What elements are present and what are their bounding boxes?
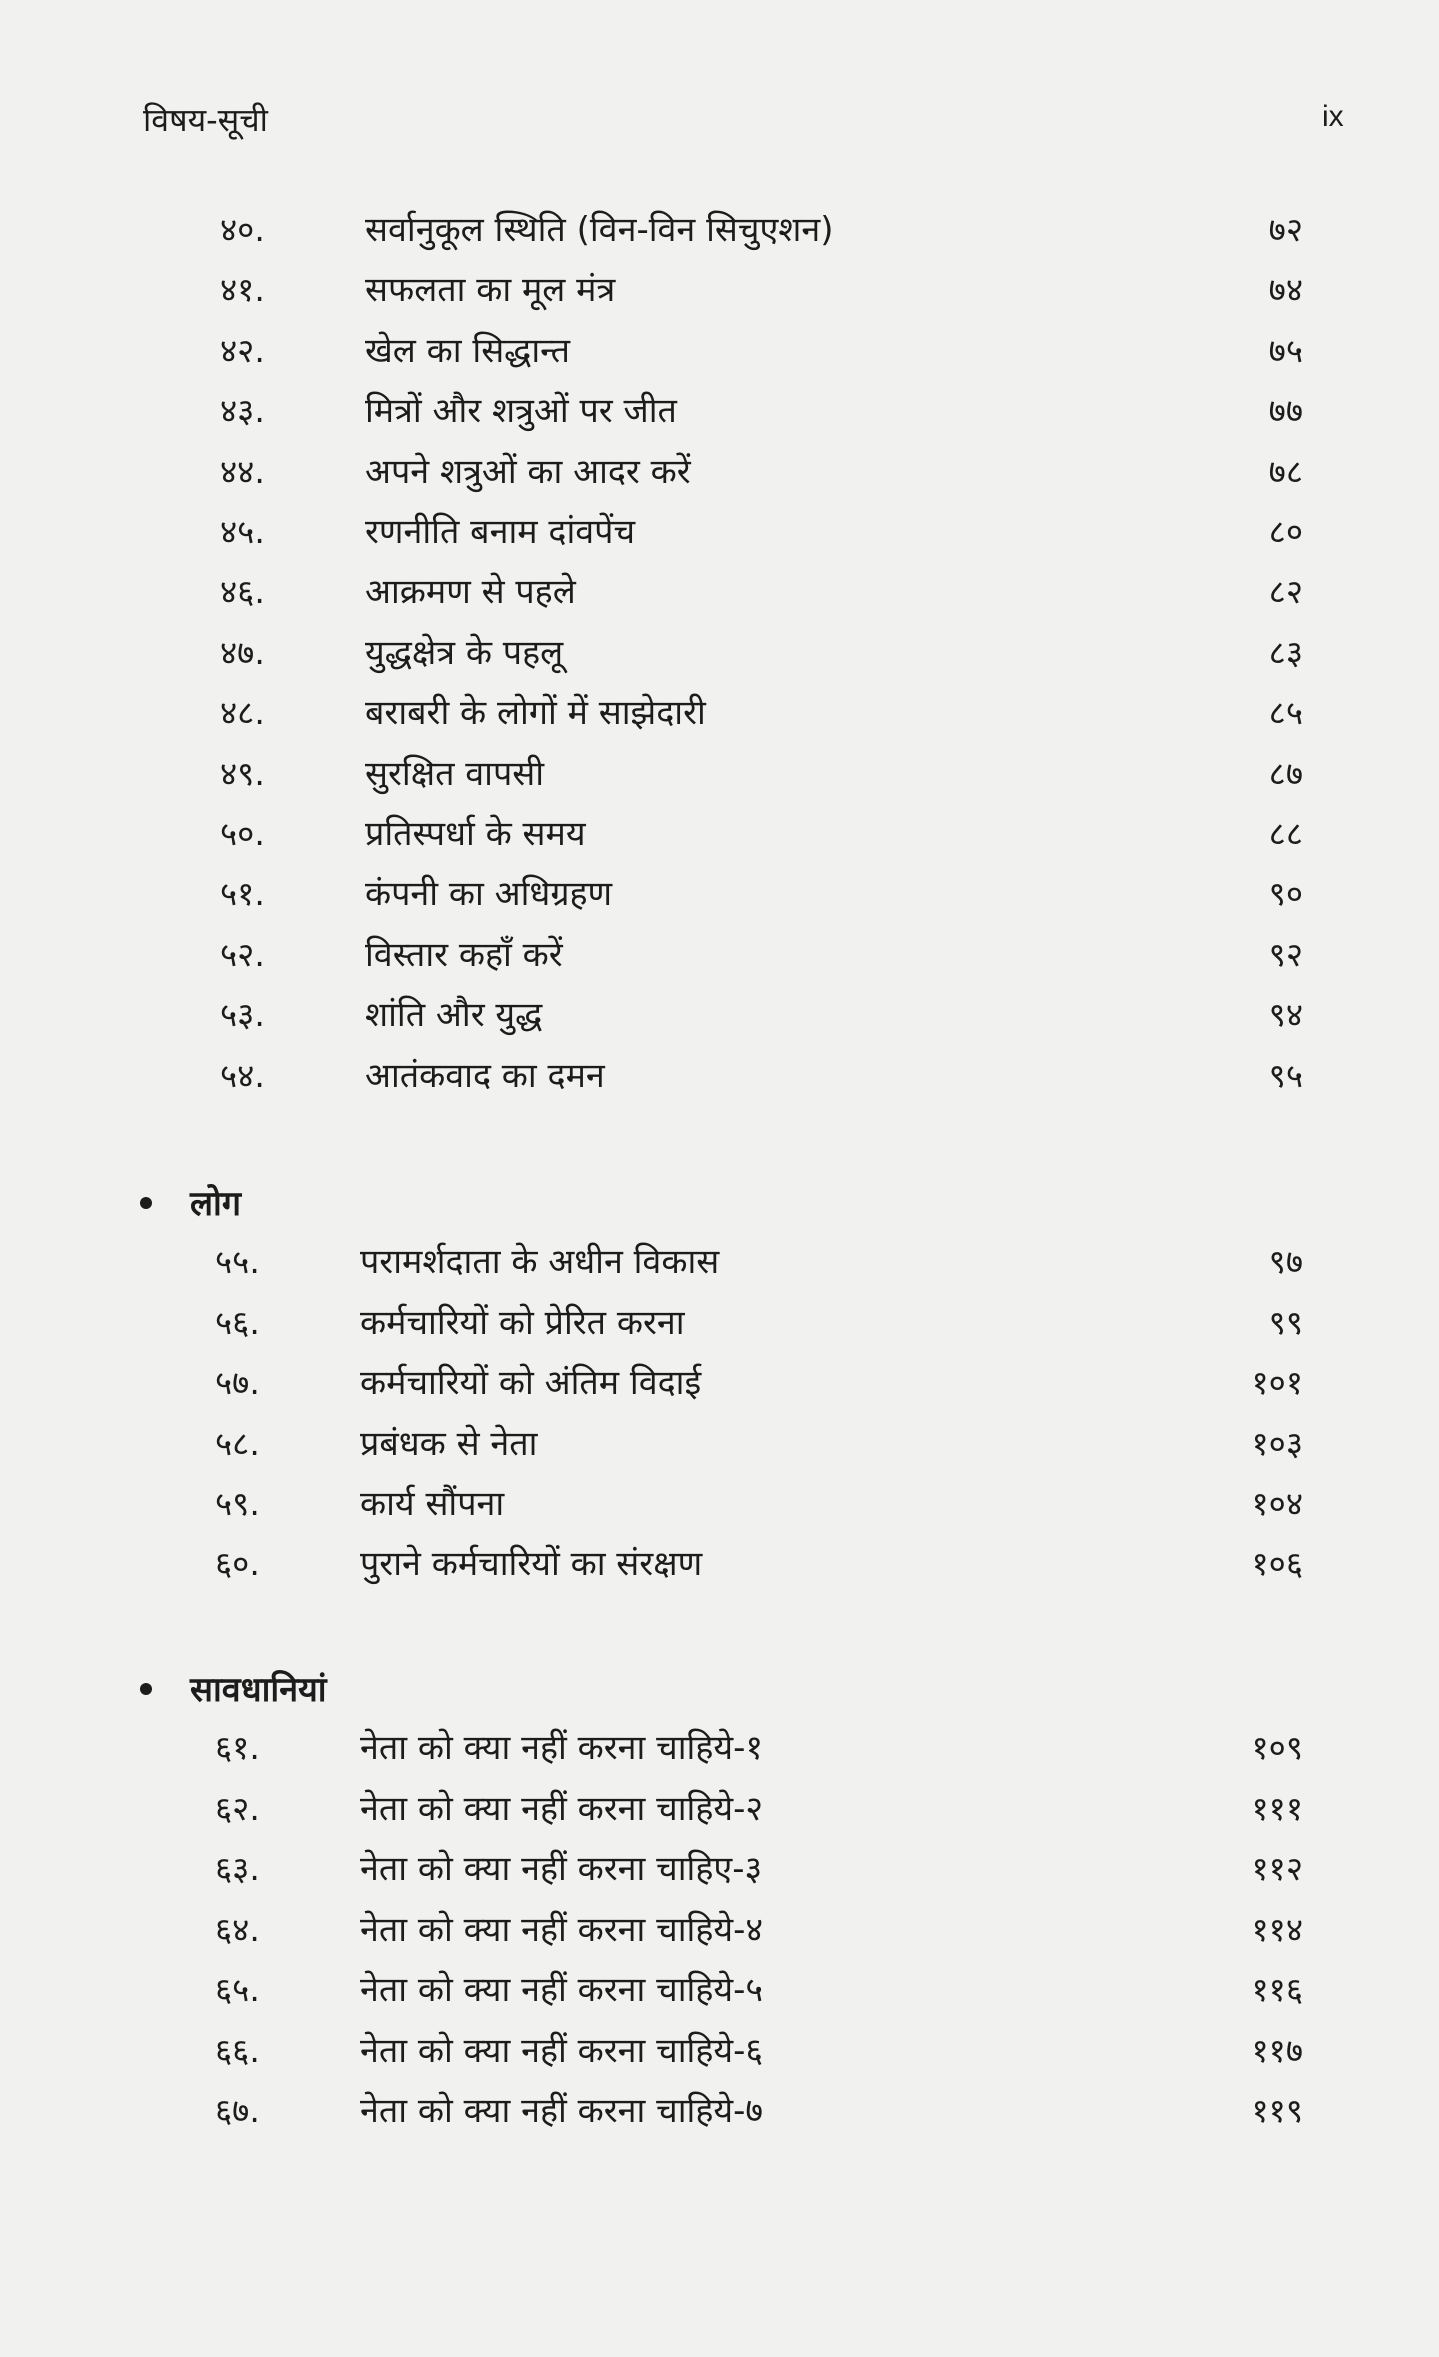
entry-number: ४८. — [220, 693, 265, 732]
entry-page: ८० — [1268, 512, 1303, 551]
entry-title: नेता को क्या नहीं करना चाहिये-५ — [360, 1970, 764, 2010]
entry-title: युद्धक्षेत्र के पहलू — [365, 633, 564, 673]
entry-number: ४१. — [220, 270, 265, 309]
entry-number: ४५. — [220, 512, 265, 551]
entry-page: ९५ — [1268, 1056, 1303, 1095]
entry-number: ४०. — [220, 210, 265, 249]
entry-page: ८३ — [1268, 633, 1303, 672]
entry-page: ११६ — [1251, 1970, 1303, 2009]
entry-number: ४३. — [220, 391, 265, 430]
entry-page: ७२ — [1268, 210, 1303, 249]
toc-entry — [0, 1783, 1439, 1835]
entry-number: ६६. — [215, 2031, 260, 2070]
toc-entry — [0, 1236, 1439, 1288]
entry-title: कंपनी का अधिग्रहण — [365, 874, 613, 914]
entry-number: ५७. — [215, 1363, 260, 1402]
entry-page: १११ — [1251, 1789, 1303, 1828]
entry-page: ११२ — [1251, 1849, 1303, 1888]
toc-entry — [0, 2025, 1439, 2077]
entry-number: ५४. — [220, 1056, 265, 1095]
entry-title: सफलता का मूल मंत्र — [365, 270, 616, 310]
toc-entry — [0, 748, 1439, 800]
toc-entry — [0, 446, 1439, 498]
entry-number: ५३. — [220, 995, 265, 1034]
entry-page: ९० — [1268, 874, 1303, 913]
entry-title: नेता को क्या नहीं करना चाहिए-३ — [360, 1849, 763, 1889]
section-heading — [140, 1178, 241, 1230]
entry-title: कार्य सौंपना — [360, 1484, 505, 1524]
toc-entry — [0, 1297, 1439, 1349]
entry-number: ४२. — [220, 331, 265, 370]
entry-page: १०६ — [1251, 1544, 1303, 1583]
entry-number: ५८. — [215, 1424, 260, 1463]
entry-title: मित्रों और शत्रुओं पर जीत — [365, 391, 677, 431]
toc-entry — [0, 989, 1439, 1041]
toc-entry — [0, 929, 1439, 981]
entry-number: ५६. — [215, 1303, 260, 1342]
entry-number: ४६. — [220, 572, 265, 611]
entry-page: ८५ — [1268, 693, 1303, 732]
entry-title: नेता को क्या नहीं करना चाहिये-१ — [360, 1728, 764, 1768]
toc-entry — [0, 325, 1439, 377]
toc-entry — [0, 627, 1439, 679]
entry-title: सर्वानुकूल स्थिति (विन-विन सिचुएशन) — [365, 210, 834, 250]
entry-number: ६०. — [215, 1544, 260, 1583]
toc-entry — [0, 506, 1439, 558]
entry-title: पुराने कर्मचारियों का संरक्षण — [360, 1544, 703, 1584]
entry-title: कर्मचारियों को अंतिम विदाई — [360, 1363, 702, 1403]
toc-entry — [0, 1722, 1439, 1774]
entry-title: परामर्शदाता के अधीन विकास — [360, 1242, 720, 1282]
entry-number: ५५. — [215, 1242, 260, 1281]
entry-number: ४७. — [220, 633, 265, 672]
bullet-icon — [140, 1683, 152, 1695]
entry-title: नेता को क्या नहीं करना चाहिये-७ — [360, 2091, 764, 2131]
entry-page: १०३ — [1251, 1424, 1303, 1463]
toc-entry — [0, 566, 1439, 618]
entry-number: ४४. — [220, 452, 265, 491]
entry-title: नेता को क्या नहीं करना चाहिये-२ — [360, 1789, 764, 1829]
entry-page: ८८ — [1268, 814, 1303, 853]
entry-number: ६४. — [215, 1910, 260, 1949]
entry-title: प्रतिस्पर्धा के समय — [365, 814, 586, 854]
entry-title: आक्रमण से पहले — [365, 572, 576, 612]
page-title: विषय-सूची — [143, 101, 268, 139]
toc-entry — [0, 1964, 1439, 2016]
toc-entry — [0, 1357, 1439, 1409]
entry-number: ५२. — [220, 935, 265, 974]
entry-page: ११९ — [1251, 2091, 1303, 2130]
toc-entry — [0, 2085, 1439, 2137]
entry-title: रणनीति बनाम दांवपेंच — [365, 512, 636, 552]
entry-number: ६७. — [215, 2091, 260, 2130]
section-heading-label: सावधानियां — [190, 1670, 327, 1710]
entry-number: ५१. — [220, 874, 265, 913]
entry-page: ९९ — [1268, 1303, 1303, 1342]
entry-title: बराबरी के लोगों में साझेदारी — [365, 693, 706, 733]
entry-page: ११४ — [1251, 1910, 1303, 1949]
entry-page: ९२ — [1268, 935, 1303, 974]
toc-entry — [0, 1418, 1439, 1470]
entry-number: ६३. — [215, 1849, 260, 1888]
entry-title: नेता को क्या नहीं करना चाहिये-६ — [360, 2031, 764, 2071]
entry-number: ६१. — [215, 1728, 260, 1767]
toc-entry — [0, 808, 1439, 860]
entry-page: १०९ — [1251, 1728, 1303, 1767]
toc-entry — [0, 385, 1439, 437]
entry-page: ८२ — [1268, 572, 1303, 611]
toc-entry — [0, 1538, 1439, 1590]
entry-number: ६२. — [215, 1789, 260, 1828]
toc-entry — [0, 868, 1439, 920]
entry-page: १०४ — [1251, 1484, 1303, 1523]
toc-entry — [0, 687, 1439, 739]
toc-entry — [0, 1050, 1439, 1102]
toc-entry — [0, 1904, 1439, 1956]
toc-entry — [0, 264, 1439, 316]
entry-title: अपने शत्रुओं का आदर करें — [365, 452, 691, 492]
entry-page: ७८ — [1268, 452, 1303, 491]
entry-title: शांति और युद्ध — [365, 995, 543, 1035]
entry-page: ७७ — [1268, 391, 1303, 430]
toc-entry — [0, 1478, 1439, 1530]
toc-entry — [0, 204, 1439, 256]
page-number: ix — [1322, 100, 1344, 133]
section-heading-label: लोग — [190, 1184, 241, 1224]
section-heading — [140, 1664, 327, 1716]
entry-title: खेल का सिद्धान्त — [365, 331, 571, 371]
entry-title: कर्मचारियों को प्रेरित करना — [360, 1303, 685, 1343]
entry-title: आतंकवाद का दमन — [365, 1056, 605, 1096]
entry-title: विस्तार कहाँ करें — [365, 935, 563, 975]
entry-title: प्रबंधक से नेता — [360, 1424, 538, 1464]
bullet-icon — [140, 1197, 152, 1209]
entry-number: ५०. — [220, 814, 265, 853]
entry-number: ५९. — [215, 1484, 260, 1523]
entry-page: ७५ — [1268, 331, 1303, 370]
entry-page: ११७ — [1251, 2031, 1303, 2070]
entry-page: ९७ — [1268, 1242, 1303, 1281]
entry-title: सुरक्षित वापसी — [365, 754, 545, 794]
entry-page: ९४ — [1268, 995, 1303, 1034]
entry-number: ४९. — [220, 754, 265, 793]
entry-page: ७४ — [1268, 270, 1303, 309]
entry-number: ६५. — [215, 1970, 260, 2009]
entry-page: ८७ — [1268, 754, 1303, 793]
entry-page: १०१ — [1251, 1363, 1303, 1402]
toc-entry — [0, 1843, 1439, 1895]
entry-title: नेता को क्या नहीं करना चाहिये-४ — [360, 1910, 764, 1950]
